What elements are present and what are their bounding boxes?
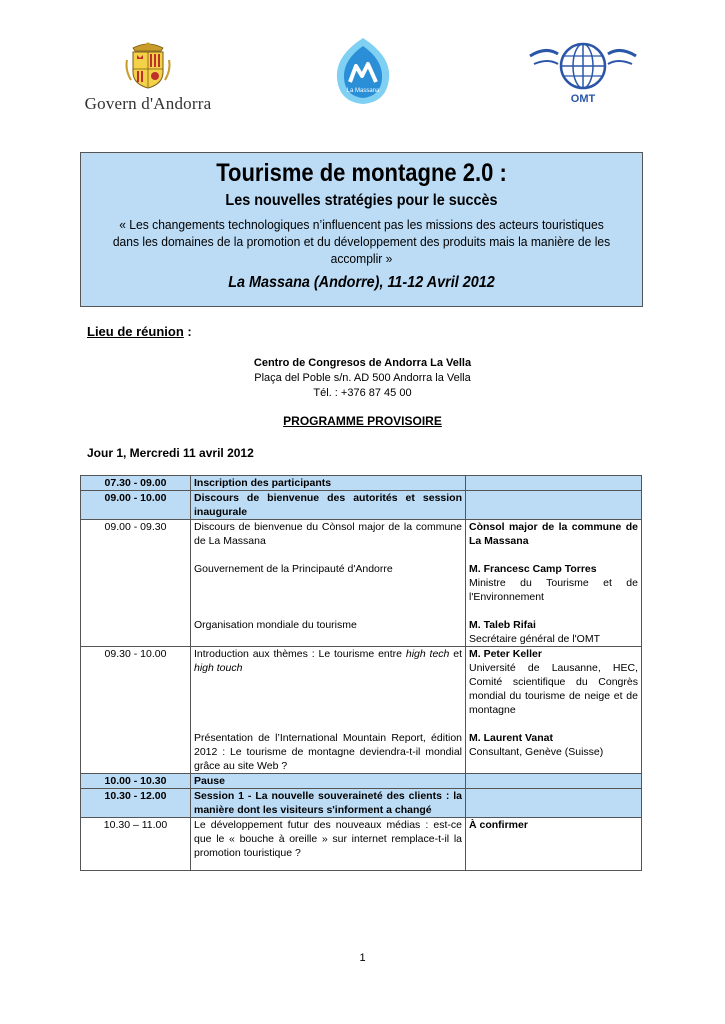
- time-cell: 09.00 - 10.00: [81, 491, 191, 520]
- time-cell: 10.30 – 11.00: [81, 818, 191, 871]
- desc-cell: Discours de bienvenue des autorités et session inaugurale: [191, 491, 466, 520]
- desc-text: Gouvernement de la Principauté d'Andorre: [194, 563, 393, 575]
- day-title: Jour 1, Mercredi 11 avril 2012: [87, 446, 254, 460]
- speaker-cell: [466, 647, 642, 774]
- time-cell: 09.00 - 09.30: [81, 520, 191, 647]
- venue-block: [180, 356, 545, 401]
- omt-globe-icon: [528, 42, 638, 104]
- desc-cell: Le développement futur des nouveaux médias : est-ce que le « bouche à oreille » sur internet remplace-t-il la promotion touristique ?: [191, 818, 466, 871]
- la-massana-icon: [333, 36, 393, 106]
- page-subtitle: Les nouvelles stratégies pour le succès: [225, 192, 498, 209]
- page-number: 1: [359, 952, 366, 964]
- banner-quote: « Les changements technologiques n’influencent pas les missions des acteurs touristiques dans les domaines de la promotion et du développement des produits mais la manière de les accomplir »: [112, 217, 611, 266]
- speaker-cell: [466, 520, 642, 647]
- speaker-role: Université de Lausanne, HEC, Comité scientifique du Congrès mondial du tourisme de neige et de montagne: [469, 662, 638, 716]
- speaker-name: M. Peter Keller: [469, 648, 542, 660]
- speaker-cell: [466, 789, 642, 818]
- table-row: [81, 647, 642, 774]
- time-cell: 07.30 - 09.00: [81, 476, 191, 491]
- venue-address: Plaça del Poble s/n. AD 500 Andorra la Vella: [254, 372, 471, 384]
- desc-cell: Session 1 - La nouvelle souveraineté des clients : la manière dont les visiteurs s'informent a changé: [191, 789, 466, 818]
- speaker-cell: [466, 476, 642, 491]
- andorra-coat-of-arms-icon: [123, 40, 173, 90]
- speaker-name: M. Francesc Camp Torres: [469, 563, 597, 575]
- programme-title: PROGRAMME PROVISOIRE: [283, 414, 442, 428]
- venue-phone: Tél. : +376 87 45 00: [313, 387, 412, 399]
- speaker-name: M. Laurent Vanat: [469, 732, 554, 744]
- venue-name: Centro de Congresos de Andorra La Vella: [253, 357, 472, 369]
- schedule-table: [80, 475, 642, 871]
- speaker-role: Ministre du Tourisme et de l'Environnement: [469, 577, 638, 603]
- desc-text: Introduction aux thèmes : Le tourisme entre high tech et high touch: [194, 648, 462, 674]
- speaker-cell: [466, 491, 642, 520]
- page-title: Tourisme de montagne 2.0 :: [216, 159, 507, 187]
- time-cell: 10.30 - 12.00: [81, 789, 191, 818]
- table-row: [81, 774, 642, 789]
- banner-place-date: La Massana (Andorre), 11-12 Avril 2012: [228, 274, 495, 291]
- omt-logo: [528, 42, 638, 109]
- govern-andorra-logo: [78, 40, 218, 114]
- time-cell: 10.00 - 10.30: [81, 774, 191, 789]
- speaker-role: Secrétaire général de l'OMT: [469, 633, 600, 645]
- la-massana-logo: [333, 36, 393, 111]
- speaker-name: M. Taleb Rifai: [469, 619, 536, 631]
- table-row: [81, 476, 642, 491]
- speaker-cell: À confirmer: [466, 818, 642, 871]
- title-banner: [80, 152, 643, 307]
- venue-label-suffix: :: [183, 324, 192, 339]
- desc-text: Présentation de l’International Mountain Report, édition 2012 : Le tourisme de montagne deviendra-t-il mondial grâce au site Web ?: [194, 732, 462, 772]
- venue-label: Lieu de réunion: [87, 324, 184, 339]
- table-row: [81, 789, 642, 818]
- venue-heading: [87, 324, 192, 339]
- speaker-cell: [466, 774, 642, 789]
- desc-text: Discours de bienvenue du Cònsol major de la commune de La Massana: [194, 521, 462, 547]
- desc-cell: [191, 520, 466, 647]
- speaker-name: Cònsol major de la commune de La Massana: [469, 521, 638, 547]
- desc-text: Organisation mondiale du tourisme: [194, 619, 357, 631]
- table-row: [81, 520, 642, 647]
- la-massana-logo-text: La Massana: [346, 88, 380, 94]
- desc-cell: Inscription des participants: [191, 476, 466, 491]
- time-cell: 09.30 - 10.00: [81, 647, 191, 774]
- govern-andorra-text: Govern d'Andorra: [84, 94, 212, 113]
- logos-header: [0, 0, 725, 140]
- desc-cell: [191, 647, 466, 774]
- desc-cell: Pause: [191, 774, 466, 789]
- table-row: [81, 818, 642, 871]
- speaker-role: Consultant, Genève (Suisse): [469, 746, 604, 758]
- table-row: [81, 491, 642, 520]
- omt-logo-text: OMT: [570, 93, 596, 104]
